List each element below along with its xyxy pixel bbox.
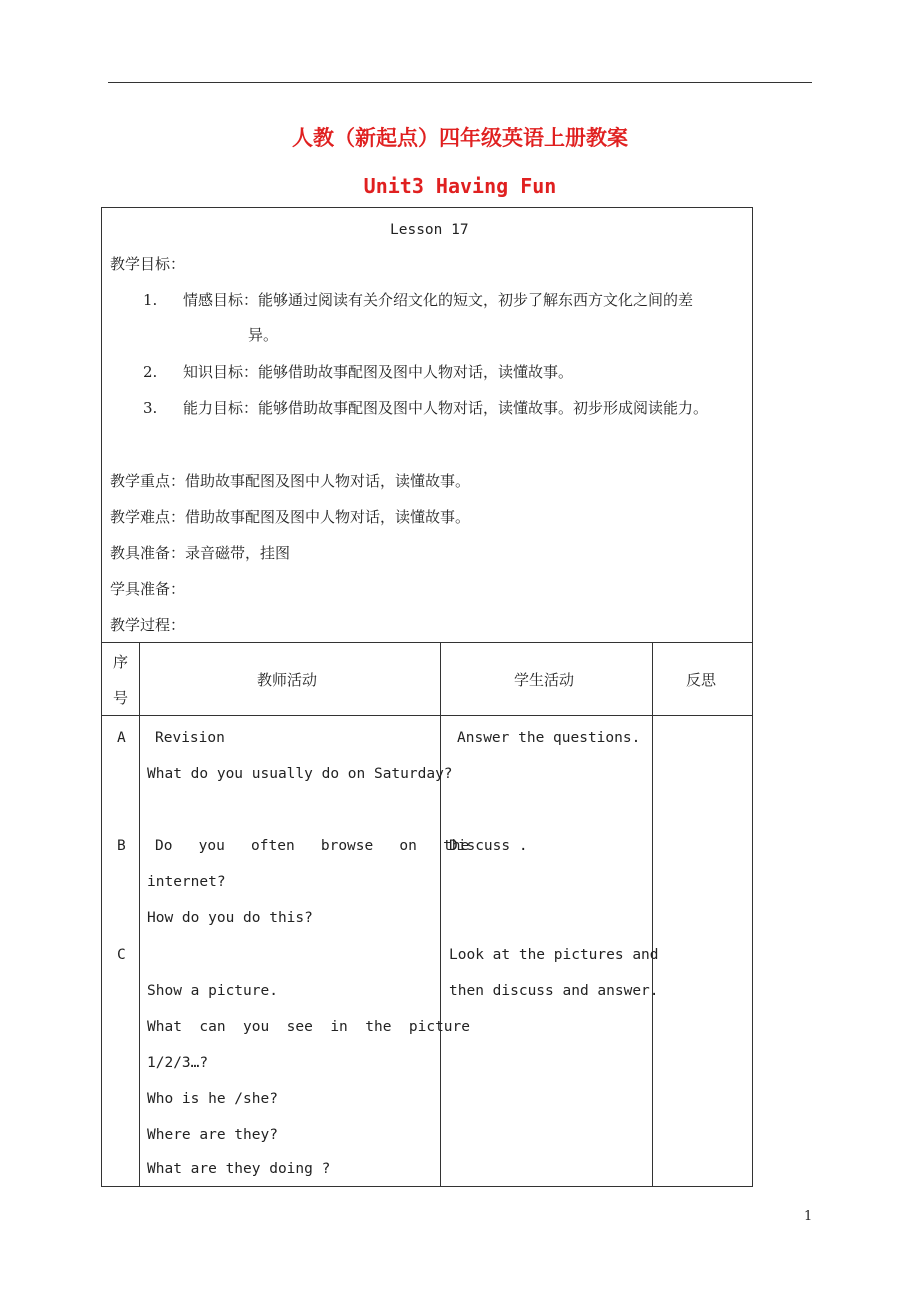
objective-text: 能力目标：能够借助故事配图及图中人物对话，读懂故事。初步形成阅读能力。 <box>183 399 709 417</box>
teacher-activity-line: What can you see in the picture <box>147 1019 471 1035</box>
table-column-divider <box>652 642 653 1187</box>
teacher-activity-line: How do you do this? <box>147 910 313 926</box>
student-aids: 学具准备： <box>110 580 186 598</box>
teacher-activity-line: Show a picture. <box>147 983 278 999</box>
student-activity-line: Discuss . <box>449 838 528 854</box>
student-activity-line: Look at the pictures and <box>449 947 659 963</box>
teacher-activity-line: 1/2/3…? <box>147 1055 209 1071</box>
unit-title: Unit3 Having Fun <box>363 174 557 198</box>
objective-number: 1. <box>143 291 158 309</box>
header-rule <box>108 82 812 83</box>
seq-label: C <box>117 947 126 963</box>
objective-text: 情感目标：能够通过阅读有关介绍文化的短文，初步了解东西方文化之间的差 <box>183 291 694 309</box>
key-point: 教学重点：借助故事配图及图中人物对话，读懂故事。 <box>110 472 471 490</box>
teacher-activity-line: What are they doing ? <box>147 1161 331 1177</box>
document-title: 人教（新起点）四年级英语上册教案 <box>292 125 628 150</box>
header-seq: 序 <box>113 653 129 671</box>
page-number: 1 <box>804 1209 813 1224</box>
table-header-border <box>101 715 753 716</box>
seq-label: A <box>117 730 126 746</box>
teacher-activity-line: What do you usually do on Saturday? <box>147 766 453 782</box>
header-reflection: 反思 <box>686 671 717 689</box>
teacher-activity-line: internet? <box>147 874 226 890</box>
objectives-label: 教学目标： <box>110 255 186 273</box>
table-top-border <box>101 642 753 643</box>
teacher-activity-line: Who is he /she? <box>147 1091 278 1107</box>
table-column-divider <box>139 642 140 1187</box>
table-column-divider <box>440 642 441 1187</box>
teacher-activity-line: Revision <box>155 730 225 746</box>
header-teacher-activity: 教师活动 <box>257 671 318 689</box>
header-seq-continued: 号 <box>113 689 129 707</box>
objective-text: 知识目标：能够借助故事配图及图中人物对话，读懂故事。 <box>183 363 574 381</box>
teacher-activity-line: Do you often browse on the <box>155 838 470 854</box>
process-label: 教学过程： <box>110 616 186 634</box>
seq-label: B <box>117 838 126 854</box>
objective-text-continued: 异。 <box>248 326 279 344</box>
header-student-activity: 学生活动 <box>514 671 575 689</box>
student-activity-line: then discuss and answer. <box>449 983 659 999</box>
teaching-aids: 教具准备：录音磁带，挂图 <box>110 544 291 562</box>
lesson-label: Lesson 17 <box>390 222 469 238</box>
lesson-plan-box <box>101 207 753 1187</box>
objective-number: 3. <box>143 399 158 417</box>
objective-number: 2. <box>143 363 158 381</box>
student-activity-line: Answer the questions. <box>457 730 641 746</box>
difficulty: 教学难点：借助故事配图及图中人物对话，读懂故事。 <box>110 508 471 526</box>
teacher-activity-line: Where are they? <box>147 1127 278 1143</box>
